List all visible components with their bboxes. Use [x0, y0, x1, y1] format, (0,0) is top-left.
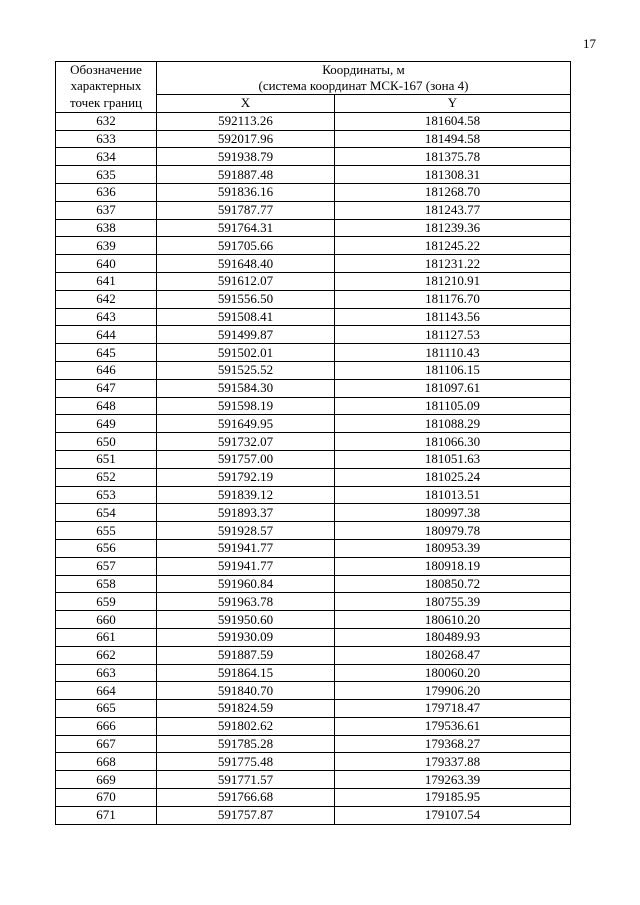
- table-row: [56, 361, 571, 379]
- point-id-cell: 654: [56, 504, 157, 522]
- table-row: [56, 575, 571, 593]
- x-coordinate-cell: 591864.15: [157, 664, 335, 682]
- x-coordinate-cell: 591584.30: [157, 379, 335, 397]
- point-label-line-1: Обозначение: [70, 62, 142, 77]
- table-row: [56, 664, 571, 682]
- x-coordinate-cell: 591787.77: [157, 201, 335, 219]
- y-coordinate-cell: 179368.27: [335, 735, 571, 753]
- y-coordinate-cell: 181231.22: [335, 255, 571, 273]
- point-label-header: [56, 62, 157, 95]
- table-row: [56, 806, 571, 824]
- x-coordinate-cell: 591938.79: [157, 148, 335, 166]
- table-row: [56, 308, 571, 326]
- point-id-cell: 646: [56, 361, 157, 379]
- point-label-line-2: характерных: [70, 78, 142, 93]
- y-coordinate-cell: 179263.39: [335, 771, 571, 789]
- x-coordinate-cell: 591499.87: [157, 326, 335, 344]
- y-coordinate-cell: 181494.58: [335, 130, 571, 148]
- y-coordinate-cell: 179185.95: [335, 789, 571, 807]
- x-coordinate-cell: 591785.28: [157, 735, 335, 753]
- x-coordinate-cell: 591802.62: [157, 717, 335, 735]
- table-row: [56, 237, 571, 255]
- x-column-header: X: [157, 95, 335, 113]
- x-coordinate-cell: 591525.52: [157, 361, 335, 379]
- x-coordinate-cell: 591941.77: [157, 557, 335, 575]
- point-id-cell: 645: [56, 344, 157, 362]
- table-row: [56, 148, 571, 166]
- x-coordinate-cell: 591766.68: [157, 789, 335, 807]
- point-id-cell: 668: [56, 753, 157, 771]
- table-row: [56, 166, 571, 184]
- table-row: [56, 646, 571, 664]
- point-id-cell: 649: [56, 415, 157, 433]
- table-row: [56, 255, 571, 273]
- y-coordinate-cell: 181375.78: [335, 148, 571, 166]
- y-coordinate-cell: 179107.54: [335, 806, 571, 824]
- x-coordinate-cell: 591764.31: [157, 219, 335, 237]
- point-id-cell: 657: [56, 557, 157, 575]
- table-row: [56, 789, 571, 807]
- y-coordinate-cell: 181106.15: [335, 361, 571, 379]
- y-coordinate-cell: 181105.09: [335, 397, 571, 415]
- table-row: [56, 539, 571, 557]
- y-coordinate-cell: 180979.78: [335, 522, 571, 540]
- point-id-cell: 644: [56, 326, 157, 344]
- y-coordinate-cell: 181066.30: [335, 433, 571, 451]
- y-coordinate-cell: 181268.70: [335, 183, 571, 201]
- table-row: [56, 112, 571, 130]
- y-coordinate-cell: 181245.22: [335, 237, 571, 255]
- table-row: [56, 593, 571, 611]
- table-row: [56, 486, 571, 504]
- x-coordinate-cell: 591771.57: [157, 771, 335, 789]
- point-id-cell: 659: [56, 593, 157, 611]
- y-coordinate-cell: 180918.19: [335, 557, 571, 575]
- x-coordinate-cell: 591824.59: [157, 700, 335, 718]
- table-row: [56, 522, 571, 540]
- y-column-header: Y: [335, 95, 571, 113]
- y-coordinate-cell: 181127.53: [335, 326, 571, 344]
- x-coordinate-cell: 591732.07: [157, 433, 335, 451]
- y-coordinate-cell: 181604.58: [335, 112, 571, 130]
- point-label-line-3: точек границ: [56, 95, 157, 113]
- point-id-cell: 660: [56, 611, 157, 629]
- point-id-cell: 638: [56, 219, 157, 237]
- x-coordinate-cell: 591502.01: [157, 344, 335, 362]
- point-id-cell: 671: [56, 806, 157, 824]
- y-coordinate-cell: 180953.39: [335, 539, 571, 557]
- point-id-cell: 665: [56, 700, 157, 718]
- y-coordinate-cell: 179718.47: [335, 700, 571, 718]
- y-coordinate-cell: 180755.39: [335, 593, 571, 611]
- point-id-cell: 637: [56, 201, 157, 219]
- point-id-cell: 670: [56, 789, 157, 807]
- x-coordinate-cell: 591887.48: [157, 166, 335, 184]
- table-row: [56, 771, 571, 789]
- table-row: [56, 450, 571, 468]
- y-coordinate-cell: 181210.91: [335, 272, 571, 290]
- x-coordinate-cell: 591836.16: [157, 183, 335, 201]
- point-id-cell: 634: [56, 148, 157, 166]
- x-coordinate-cell: 591556.50: [157, 290, 335, 308]
- point-id-cell: 650: [56, 433, 157, 451]
- x-coordinate-cell: 591963.78: [157, 593, 335, 611]
- x-coordinate-cell: 591649.95: [157, 415, 335, 433]
- x-coordinate-cell: 591839.12: [157, 486, 335, 504]
- y-coordinate-cell: 180489.93: [335, 628, 571, 646]
- y-coordinate-cell: 181110.43: [335, 344, 571, 362]
- x-coordinate-cell: 591648.40: [157, 255, 335, 273]
- table-row: [56, 272, 571, 290]
- x-coordinate-cell: 591757.87: [157, 806, 335, 824]
- y-coordinate-cell: 180268.47: [335, 646, 571, 664]
- y-coordinate-cell: 179337.88: [335, 753, 571, 771]
- y-coordinate-cell: 181239.36: [335, 219, 571, 237]
- table-row: [56, 504, 571, 522]
- y-coordinate-cell: 181097.61: [335, 379, 571, 397]
- page-number: 17: [583, 36, 596, 51]
- x-coordinate-cell: 591950.60: [157, 611, 335, 629]
- y-coordinate-cell: 181025.24: [335, 468, 571, 486]
- table-row: [56, 433, 571, 451]
- table-row: [56, 753, 571, 771]
- point-id-cell: 643: [56, 308, 157, 326]
- table-row: [56, 219, 571, 237]
- point-id-cell: 653: [56, 486, 157, 504]
- coordinates-title-line-1: Координаты, м: [322, 62, 405, 77]
- table-row: [56, 735, 571, 753]
- y-coordinate-cell: 181013.51: [335, 486, 571, 504]
- y-coordinate-cell: 180610.20: [335, 611, 571, 629]
- point-id-cell: 662: [56, 646, 157, 664]
- table-row: [56, 628, 571, 646]
- point-id-cell: 658: [56, 575, 157, 593]
- point-id-cell: 648: [56, 397, 157, 415]
- table-row: [56, 290, 571, 308]
- x-coordinate-cell: 591928.57: [157, 522, 335, 540]
- x-coordinate-cell: 591960.84: [157, 575, 335, 593]
- table-row: [56, 183, 571, 201]
- x-coordinate-cell: 591757.00: [157, 450, 335, 468]
- table-row: [56, 717, 571, 735]
- y-coordinate-cell: 181051.63: [335, 450, 571, 468]
- point-id-cell: 633: [56, 130, 157, 148]
- table-row: [56, 700, 571, 718]
- table-row: [56, 201, 571, 219]
- table-row: [56, 682, 571, 700]
- x-coordinate-cell: 591775.48: [157, 753, 335, 771]
- point-id-cell: 647: [56, 379, 157, 397]
- point-id-cell: 667: [56, 735, 157, 753]
- point-id-cell: 636: [56, 183, 157, 201]
- y-coordinate-cell: 181088.29: [335, 415, 571, 433]
- table-row: [56, 326, 571, 344]
- table-row: [56, 611, 571, 629]
- x-coordinate-cell: 591840.70: [157, 682, 335, 700]
- point-id-cell: 639: [56, 237, 157, 255]
- table-row: [56, 379, 571, 397]
- x-coordinate-cell: 592113.26: [157, 112, 335, 130]
- point-id-cell: 652: [56, 468, 157, 486]
- point-id-cell: 651: [56, 450, 157, 468]
- point-id-cell: 656: [56, 539, 157, 557]
- table-row: [56, 415, 571, 433]
- table-row: [56, 468, 571, 486]
- x-coordinate-cell: 591887.59: [157, 646, 335, 664]
- y-coordinate-cell: 179536.61: [335, 717, 571, 735]
- point-id-cell: 655: [56, 522, 157, 540]
- x-coordinate-cell: 591792.19: [157, 468, 335, 486]
- point-id-cell: 632: [56, 112, 157, 130]
- point-id-cell: 663: [56, 664, 157, 682]
- point-id-cell: 669: [56, 771, 157, 789]
- x-coordinate-cell: 591612.07: [157, 272, 335, 290]
- y-coordinate-cell: 179906.20: [335, 682, 571, 700]
- point-id-cell: 642: [56, 290, 157, 308]
- x-coordinate-cell: 592017.96: [157, 130, 335, 148]
- x-coordinate-cell: 591941.77: [157, 539, 335, 557]
- x-coordinate-cell: 591930.09: [157, 628, 335, 646]
- y-coordinate-cell: 181176.70: [335, 290, 571, 308]
- y-coordinate-cell: 181308.31: [335, 166, 571, 184]
- table-row: [56, 344, 571, 362]
- table-row: [56, 397, 571, 415]
- table-row: [56, 130, 571, 148]
- coordinates-title-line-2: (система координат МСК-167 (зона 4): [258, 78, 469, 93]
- point-id-cell: 641: [56, 272, 157, 290]
- y-coordinate-cell: 180060.20: [335, 664, 571, 682]
- point-id-cell: 664: [56, 682, 157, 700]
- y-coordinate-cell: 181243.77: [335, 201, 571, 219]
- point-id-cell: 640: [56, 255, 157, 273]
- x-coordinate-cell: 591893.37: [157, 504, 335, 522]
- y-coordinate-cell: 180850.72: [335, 575, 571, 593]
- coordinates-table: [55, 61, 571, 825]
- x-coordinate-cell: 591598.19: [157, 397, 335, 415]
- y-coordinate-cell: 181143.56: [335, 308, 571, 326]
- table-row: [56, 557, 571, 575]
- point-id-cell: 661: [56, 628, 157, 646]
- point-id-cell: 635: [56, 166, 157, 184]
- coordinates-header: [157, 62, 571, 95]
- x-coordinate-cell: 591508.41: [157, 308, 335, 326]
- point-id-cell: 666: [56, 717, 157, 735]
- x-coordinate-cell: 591705.66: [157, 237, 335, 255]
- y-coordinate-cell: 180997.38: [335, 504, 571, 522]
